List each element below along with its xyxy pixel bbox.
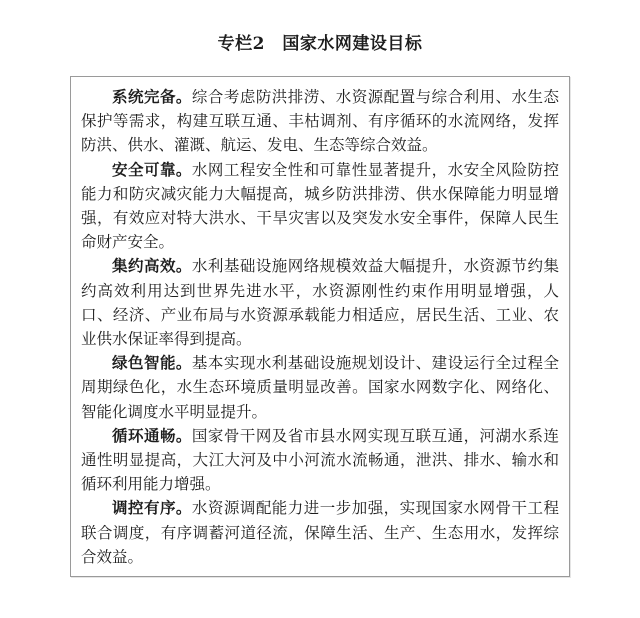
paragraph-body: 水资源调配能力进一步加强，实现国家水网骨干工程联合调度，有序调蓄河道径流，保障生活、生产、生态用水，发挥综合效益。 xyxy=(81,499,559,566)
paragraph-body: 基本实现水利基础设施规划设计、建设运行全过程全周期绿色化，水生态环境质量明显改善。国家水网数字化、网络化、智能化调度水平明显提升。 xyxy=(81,354,559,421)
paragraph-lead: 安全可靠。 xyxy=(112,159,192,179)
paragraph-body: 水利基础设施网络规模效益大幅提升，水资源节约集约高效利用达到世界先进水平，水资源刚性约束作用明显增强，人口、经济、产业布局与水资源承载能力相适应，居民生活、工业、农业供水保证率得到提高。 xyxy=(81,257,559,349)
paragraph-lead: 集约高效。 xyxy=(112,256,192,276)
paragraph-intensive-efficient xyxy=(81,254,559,351)
paragraph-circulation-smooth xyxy=(81,424,559,497)
page-title: 专栏2 国家水网建设目标 xyxy=(217,34,423,54)
paragraph-lead: 系统完备。 xyxy=(112,87,192,106)
paragraph-lead: 调控有序。 xyxy=(112,498,192,518)
paragraph-lead: 循环通畅。 xyxy=(112,425,192,445)
paragraph-safe-reliable xyxy=(81,158,559,255)
paragraph-system-complete xyxy=(81,85,559,158)
paragraph-body: 综合考虑防洪排涝、水资源配置与综合利用、水生态保护等需求，构建互联互通、丰枯调剂、有序循环的水流网络，发挥防洪、供水、灌溉、航运、发电、生态等综合效益。 xyxy=(81,88,559,155)
paragraph-lead: 绿色智能。 xyxy=(112,353,192,373)
paragraph-body: 水网工程安全性和可靠性显著提升，水安全风险防控能力和防灾减灾能力大幅提高，城乡防洪排涝、供水保障能力明显增强，有效应对特大洪水、干旱灾害以及突发水安全事件，保障人民生命财产安全。 xyxy=(81,160,559,252)
paragraph-body: 国家骨干网及省市县水网实现互联互通，河湖水系连通性明显提高，大江大河及中小河流水流畅通，泄洪、排水、输水和循环利用能力增强。 xyxy=(81,426,559,494)
paragraph-green-intelligent xyxy=(81,351,559,424)
paragraph-regulation-orderly xyxy=(81,496,559,569)
goals-box xyxy=(70,76,570,577)
